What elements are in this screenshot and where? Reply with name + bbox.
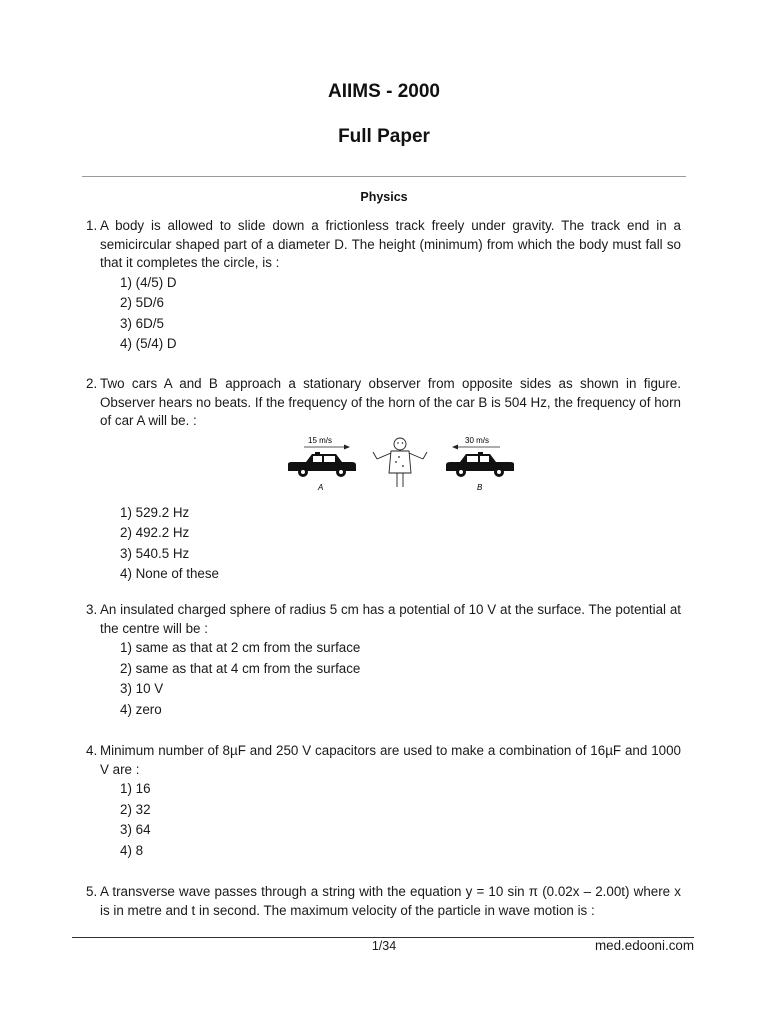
option: 3) 6D/5 (120, 315, 164, 331)
option: 1) (4/5) D (120, 274, 177, 290)
option: 4) None of these (120, 566, 220, 582)
section-heading: Physics (360, 190, 408, 204)
car-a-label: A (318, 482, 324, 492)
question-text: A transverse wave passes through a string with the equation y = 10 sin π (0.02x – 2.00t) where x is in metre and t in second. The maximum velocity of the particle in wave motion is : (100, 884, 681, 918)
option: 3) 540.5 Hz (120, 545, 190, 561)
header-divider (82, 176, 686, 177)
footer-site-url: med.edooni.com (595, 938, 694, 953)
question-number: 4. (86, 743, 98, 758)
question-text: An insulated charged sphere of radius 5 cm has a potential of 10 V at the surface. The potential at the centre will be : (100, 602, 681, 636)
question-3 (86, 601, 681, 720)
option: 4) zero (120, 701, 162, 717)
observer-icon (373, 438, 427, 487)
question-2 (86, 375, 681, 585)
car-a-icon (288, 452, 356, 477)
option: 1) 16 (120, 781, 151, 797)
question-number: 3. (86, 602, 98, 617)
option: 4) 8 (120, 842, 144, 858)
question-number: 2. (86, 376, 98, 391)
option: 1) same as that at 2 cm from the surface (120, 640, 361, 656)
option: 3) 64 (120, 822, 151, 838)
observer-face-icon (395, 442, 404, 467)
question-4 (86, 742, 681, 861)
car-b-label: B (477, 482, 483, 492)
page-title: AIIMS - 2000 (328, 81, 440, 102)
option: 1) 529.2 Hz (120, 504, 190, 520)
question-5 (86, 883, 681, 920)
question-text: A body is allowed to slide down a frictionless track freely under gravity. The track end in a semicircular shaped part of a diameter D. The height (minimum) from which the body must fall so that it completes the circle, is : (100, 218, 681, 271)
option: 2) 5D/6 (120, 295, 164, 311)
speed-b-label: 30 m/s (465, 435, 490, 445)
question-1 (86, 217, 681, 355)
option: 3) 10 V (120, 681, 164, 697)
question-number: 5. (86, 884, 98, 899)
option: 2) 492.2 Hz (120, 525, 190, 541)
option: 2) 32 (120, 801, 151, 817)
page-number: 1/34 (371, 939, 397, 953)
cars-observer-figure (284, 435, 518, 499)
car-b-icon (446, 452, 514, 477)
arrow-right-icon (304, 444, 350, 449)
option: 4) (5/4) D (120, 336, 177, 352)
arrow-left-icon (452, 444, 500, 449)
page-subtitle: Full Paper (338, 126, 430, 147)
question-text: Two cars A and B approach a stationary observer from opposite sides as shown in figure. Observer hears no beats. If the frequency of the horn of the car B is 504 Hz, the frequency of horn of car A will be. : (100, 376, 681, 429)
question-text: Minimum number of 8µF and 250 V capacitors are used to make a combination of 16µF and 1000 V are : (100, 743, 681, 777)
speed-a-label: 15 m/s (308, 435, 333, 445)
question-number: 1. (86, 218, 98, 233)
option: 2) same as that at 4 cm from the surface (120, 660, 361, 676)
